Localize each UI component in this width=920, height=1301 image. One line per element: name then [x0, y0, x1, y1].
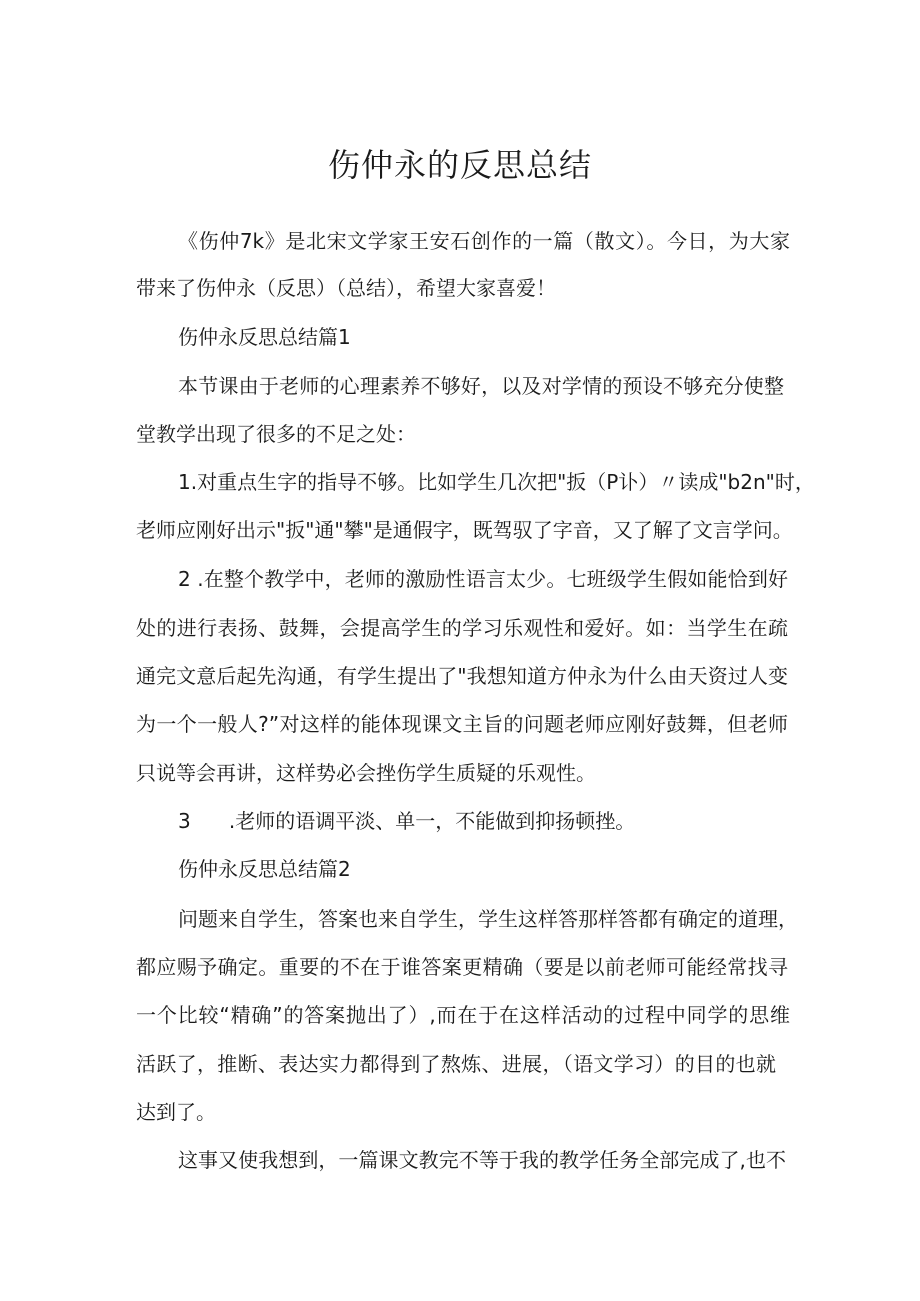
- paragraph-line: 只说等会再讲，这样势必会挫伤学生质疑的乐观性。: [136, 761, 596, 785]
- paragraph-line: 通完文意后起先沟通，有学生提出了"我想知道方仲永为什么由天资过人变: [136, 664, 788, 688]
- paragraph-line: 这事又使我想到，一篇课文教完不等于我的教学任务全部完成了,也不: [178, 1148, 786, 1172]
- paragraph-line: 一个比较“精确”的答案抛出了）,而在于在这样活动的过程中同学的思维: [136, 1003, 790, 1027]
- paragraph-line: 带来了伤仲永（反思）（总结），希望大家喜爱！: [136, 276, 556, 300]
- paragraph-line: 1.对重点生字的指导不够。比如学生几次把"扳（P讣）〃读成"b2n"时，: [178, 470, 815, 494]
- paragraph-line: 堂教学出现了很多的不足之处：: [136, 422, 416, 446]
- paragraph-line: 2 .在整个教学中，老师的激励性语言太少。七班级学生假如能恰到好: [178, 567, 788, 591]
- paragraph-line: 问题来自学生，答案也来自学生，学生这样答那样答都有确定的道理，: [178, 907, 798, 931]
- paragraph-line: 为一个一般人?”对这样的能体现课文主旨的问题老师应刚好鼓舞，但老师: [136, 712, 788, 736]
- section-heading: 伤仲永反思总结篇1: [178, 325, 351, 349]
- paragraph-line: 3 .老师的语调平淡、单一，不能做到抑扬顿挫。: [178, 809, 636, 833]
- paragraph-line: 本节课由于老师的心理素养不够好，以及对学情的预设不够充分使整: [178, 374, 784, 398]
- section-heading: 伤仲永反思总结篇2: [178, 857, 351, 881]
- paragraph-line: 《伤仲7k》是北宋文学家王安石创作的一篇（散文）。今日，为大家: [178, 229, 790, 253]
- paragraph-line: 处的进行表扬、鼓舞，会提高学生的学习乐观性和爱好。如：当学生在疏: [136, 616, 788, 640]
- paragraph-line: 达到了。: [136, 1100, 216, 1124]
- paragraph-line: 活跃了，推断、表达实力都得到了熬炼、进展，（语文学习）的目的也就: [136, 1052, 776, 1076]
- paragraph-line: 老师应刚好出示"扳"通"攀"是通假字，既驾驭了字音，又了解了文言学问。: [136, 518, 793, 542]
- document-title: 伤仲永的反思总结: [327, 146, 592, 184]
- paragraph-line: 都应赐予确定。重要的不在于谁答案更精确（要是以前老师可能经常找寻: [136, 955, 788, 979]
